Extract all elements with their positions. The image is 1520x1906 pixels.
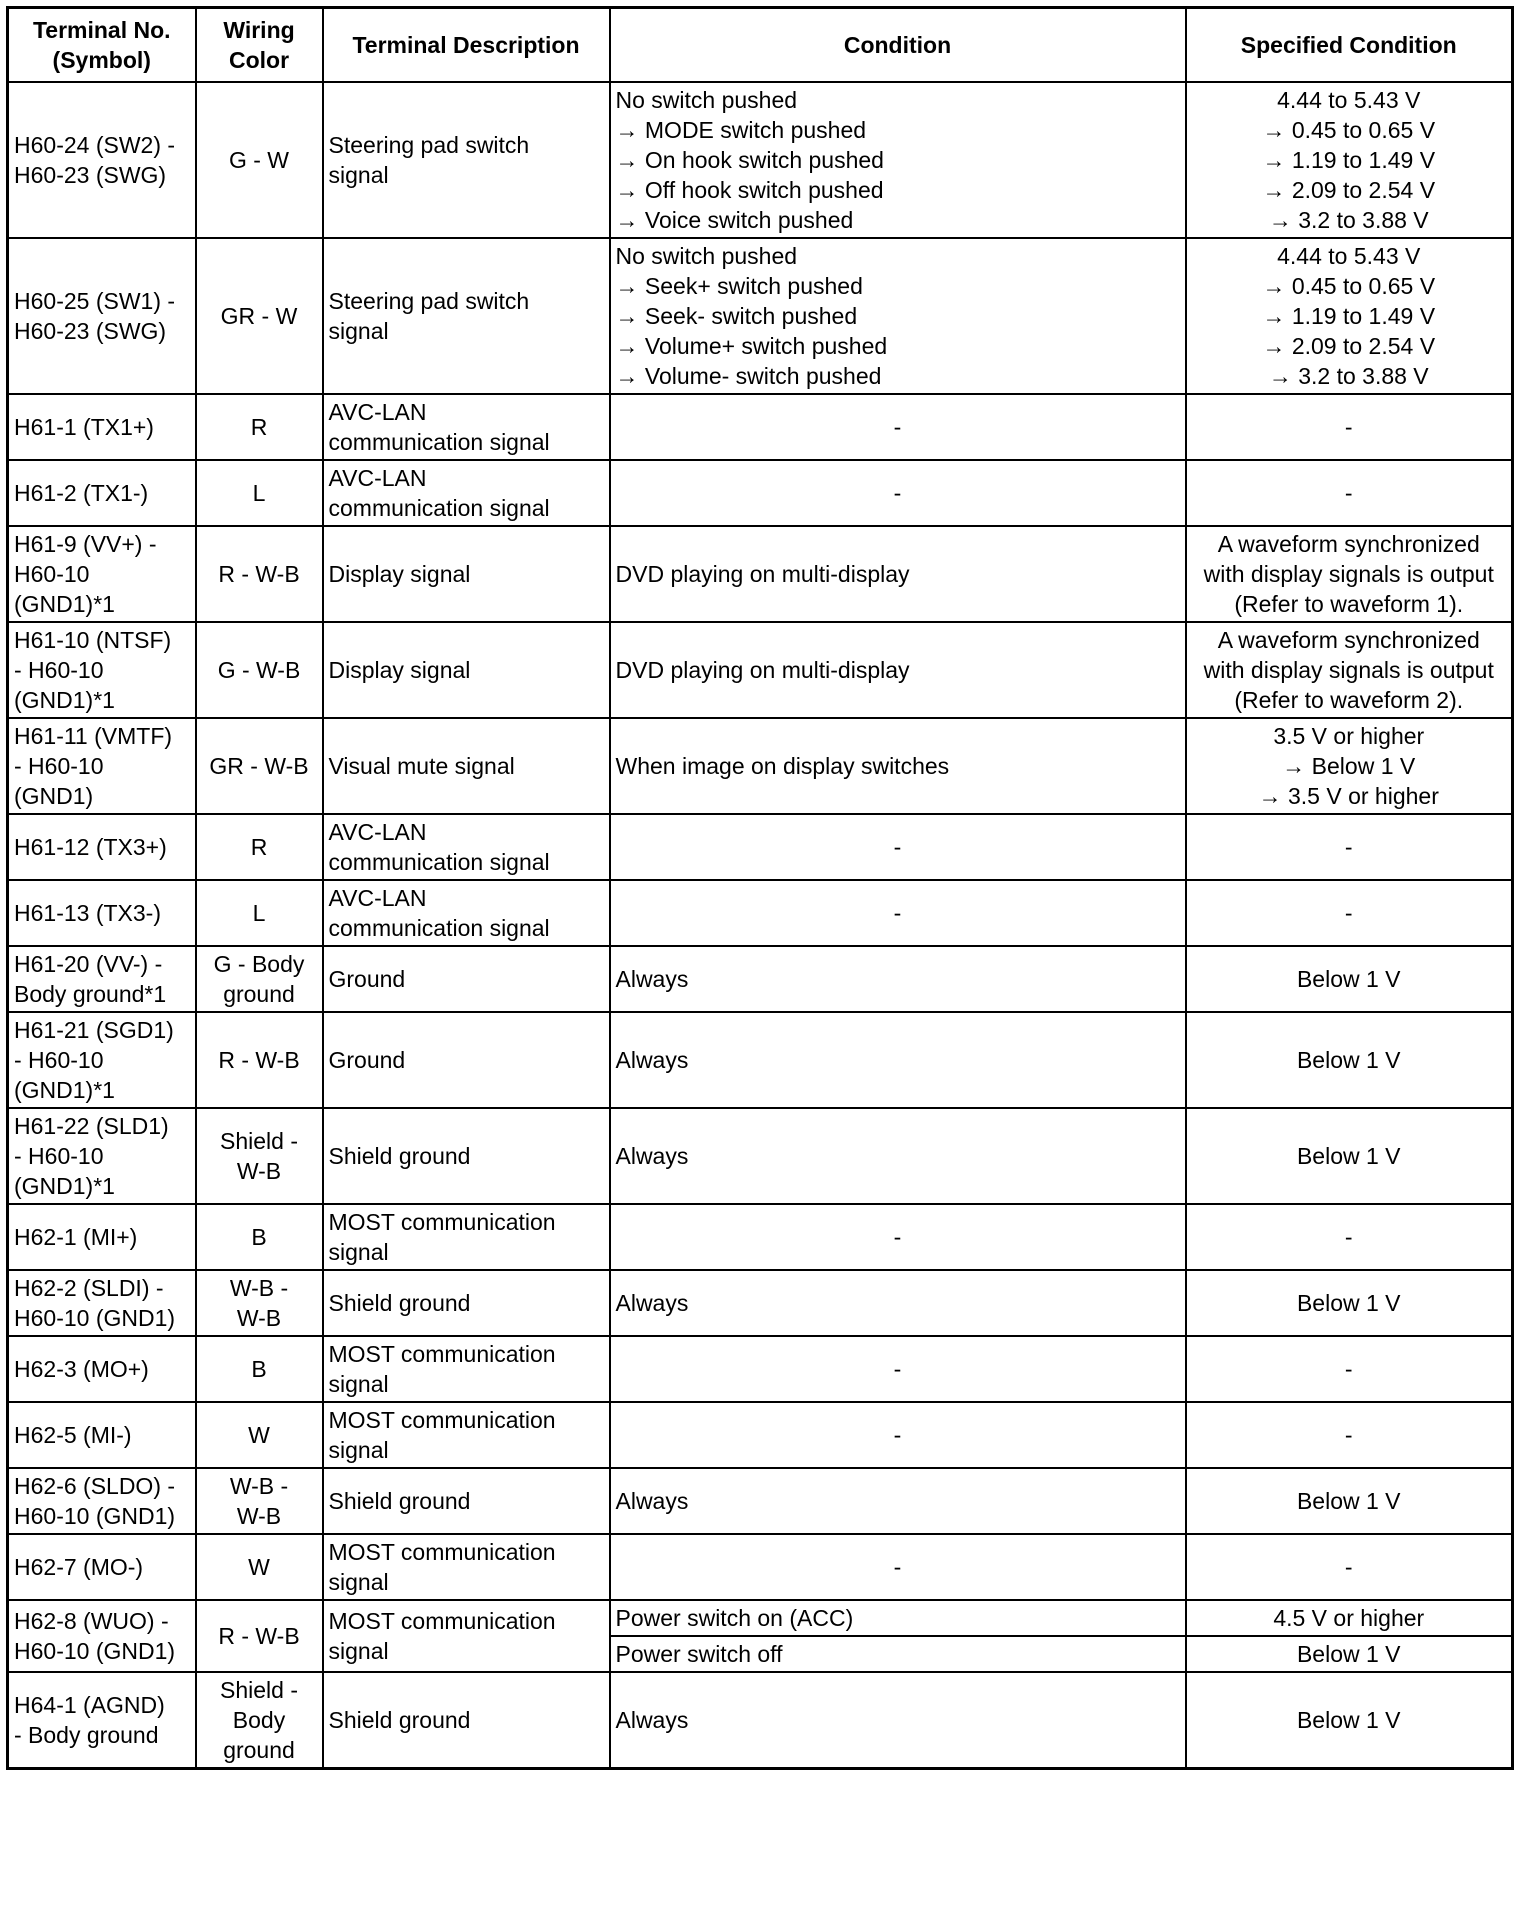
table-row xyxy=(8,1534,1513,1600)
wiring-color-cell: R - W-B xyxy=(196,1012,323,1108)
wiring-color-cell: G - W xyxy=(196,82,323,238)
description-cell: MOST communication signal xyxy=(323,1600,610,1672)
terminal-cell: H61-21 (SGD1) - H60-10 (GND1)*1 xyxy=(8,1012,196,1108)
specified-condition-cell: 3.5 V or higher → Below 1 V → 3.5 V or higher xyxy=(1186,718,1513,814)
condition-cell: - xyxy=(610,814,1186,880)
terminal-cell: H61-12 (TX3+) xyxy=(8,814,196,880)
table-row xyxy=(8,1468,1513,1534)
wiring-color-cell: R - W-B xyxy=(196,526,323,622)
description-cell: Shield ground xyxy=(323,1108,610,1204)
description-cell: Steering pad switch signal xyxy=(323,238,610,394)
specified-condition-cell: - xyxy=(1186,814,1513,880)
terminal-cell: H62-8 (WUO) - H60-10 (GND1) xyxy=(8,1600,196,1672)
description-cell: Shield ground xyxy=(323,1468,610,1534)
table-row xyxy=(8,880,1513,946)
specified-condition-cell: - xyxy=(1186,1534,1513,1600)
terminal-cell: H62-2 (SLDI) - H60-10 (GND1) xyxy=(8,1270,196,1336)
table-body xyxy=(8,82,1513,1769)
specified-condition-cell: 4.44 to 5.43 V → 0.45 to 0.65 V → 1.19 to 1.49 V → 2.09 to 2.54 V → 3.2 to 3.88 V xyxy=(1186,82,1513,238)
condition-cell: Always xyxy=(610,1270,1186,1336)
condition-cell: Always xyxy=(610,1672,1186,1769)
table-row xyxy=(8,1270,1513,1336)
table-row xyxy=(8,526,1513,622)
terminal-cell: H62-6 (SLDO) - H60-10 (GND1) xyxy=(8,1468,196,1534)
wiring-color-cell: L xyxy=(196,880,323,946)
condition-cell: Always xyxy=(610,946,1186,1012)
terminal-cell: H61-10 (NTSF) - H60-10 (GND1)*1 xyxy=(8,622,196,718)
specified-condition-cell: Below 1 V xyxy=(1186,1108,1513,1204)
description-cell: Display signal xyxy=(323,622,610,718)
specified-condition-cell: - xyxy=(1186,1336,1513,1402)
terminal-cell: H61-9 (VV+) - H60-10 (GND1)*1 xyxy=(8,526,196,622)
description-cell: Steering pad switch signal xyxy=(323,82,610,238)
specified-condition-cell: - xyxy=(1186,1204,1513,1270)
description-cell: AVC-LAN communication signal xyxy=(323,880,610,946)
description-cell: Ground xyxy=(323,1012,610,1108)
header-condition: Condition xyxy=(610,8,1186,83)
condition-cell: DVD playing on multi-display xyxy=(610,526,1186,622)
specified-condition-cell: A waveform synchronized with display signals is output (Refer to waveform 1). xyxy=(1186,526,1513,622)
condition-cell: No switch pushed → Seek+ switch pushed → Seek- switch pushed → Volume+ switch pushed → Volume- switch pushed xyxy=(610,238,1186,394)
description-cell: AVC-LAN communication signal xyxy=(323,460,610,526)
header-terminal-description: Terminal Description xyxy=(323,8,610,83)
wiring-color-cell: W xyxy=(196,1534,323,1600)
specified-condition-cell: Below 1 V xyxy=(1186,1012,1513,1108)
terminal-cell: H62-5 (MI-) xyxy=(8,1402,196,1468)
table-row xyxy=(8,1336,1513,1402)
wiring-color-cell: Shield - W-B xyxy=(196,1108,323,1204)
table-row xyxy=(8,394,1513,460)
terminal-spec-table xyxy=(6,6,1514,1770)
condition-cell: Always xyxy=(610,1468,1186,1534)
table-row xyxy=(8,814,1513,880)
condition-cell: Power switch on (ACC) xyxy=(610,1600,1186,1636)
condition-cell: Power switch off xyxy=(610,1636,1186,1672)
wiring-color-cell: R - W-B xyxy=(196,1600,323,1672)
description-cell: AVC-LAN communication signal xyxy=(323,394,610,460)
condition-cell: DVD playing on multi-display xyxy=(610,622,1186,718)
wiring-color-cell: R xyxy=(196,814,323,880)
table-row xyxy=(8,460,1513,526)
wiring-color-cell: GR - W xyxy=(196,238,323,394)
description-cell: Display signal xyxy=(323,526,610,622)
specified-condition-cell: 4.44 to 5.43 V → 0.45 to 0.65 V → 1.19 to 1.49 V → 2.09 to 2.54 V → 3.2 to 3.88 V xyxy=(1186,238,1513,394)
table-container xyxy=(6,6,1514,1770)
condition-cell: - xyxy=(610,394,1186,460)
wiring-color-cell: W xyxy=(196,1402,323,1468)
wiring-color-cell: GR - W-B xyxy=(196,718,323,814)
condition-cell: - xyxy=(610,1336,1186,1402)
table-row xyxy=(8,238,1513,394)
table-row xyxy=(8,1672,1513,1769)
description-cell: MOST communication signal xyxy=(323,1336,610,1402)
condition-cell: Always xyxy=(610,1012,1186,1108)
terminal-cell: H62-1 (MI+) xyxy=(8,1204,196,1270)
condition-cell: - xyxy=(610,1534,1186,1600)
table-row xyxy=(8,718,1513,814)
condition-cell: - xyxy=(610,880,1186,946)
terminal-cell: H61-2 (TX1-) xyxy=(8,460,196,526)
condition-cell: - xyxy=(610,1402,1186,1468)
header-wiring-color: Wiring Color xyxy=(196,8,323,83)
terminal-cell: H60-24 (SW2) - H60-23 (SWG) xyxy=(8,82,196,238)
wiring-color-cell: W-B - W-B xyxy=(196,1468,323,1534)
wiring-color-cell: L xyxy=(196,460,323,526)
condition-cell: - xyxy=(610,1204,1186,1270)
terminal-cell: H64-1 (AGND) - Body ground xyxy=(8,1672,196,1769)
description-cell: MOST communication signal xyxy=(323,1204,610,1270)
specified-condition-cell: A waveform synchronized with display signals is output (Refer to waveform 2). xyxy=(1186,622,1513,718)
description-cell: MOST communication signal xyxy=(323,1402,610,1468)
description-cell: AVC-LAN communication signal xyxy=(323,814,610,880)
terminal-cell: H61-13 (TX3-) xyxy=(8,880,196,946)
table-row xyxy=(8,82,1513,238)
condition-cell: No switch pushed → MODE switch pushed → On hook switch pushed → Off hook switch pushed → Voice switch pushed xyxy=(610,82,1186,238)
terminal-cell: H62-7 (MO-) xyxy=(8,1534,196,1600)
specified-condition-cell: - xyxy=(1186,460,1513,526)
specified-condition-cell: Below 1 V xyxy=(1186,1636,1513,1672)
table-row xyxy=(8,1204,1513,1270)
condition-cell: When image on display switches xyxy=(610,718,1186,814)
specified-condition-cell: Below 1 V xyxy=(1186,946,1513,1012)
wiring-color-cell: R xyxy=(196,394,323,460)
header-row xyxy=(8,8,1513,83)
description-cell: Ground xyxy=(323,946,610,1012)
table-row xyxy=(8,1600,1513,1636)
terminal-cell: H62-3 (MO+) xyxy=(8,1336,196,1402)
specified-condition-cell: Below 1 V xyxy=(1186,1270,1513,1336)
description-cell: MOST communication signal xyxy=(323,1534,610,1600)
specified-condition-cell: Below 1 V xyxy=(1186,1672,1513,1769)
terminal-cell: H61-1 (TX1+) xyxy=(8,394,196,460)
header-specified-condition: Specified Condition xyxy=(1186,8,1513,83)
specified-condition-cell: - xyxy=(1186,1402,1513,1468)
table-row xyxy=(8,622,1513,718)
wiring-color-cell: W-B - W-B xyxy=(196,1270,323,1336)
wiring-color-cell: G - W-B xyxy=(196,622,323,718)
terminal-cell: H61-22 (SLD1) - H60-10 (GND1)*1 xyxy=(8,1108,196,1204)
wiring-color-cell: B xyxy=(196,1336,323,1402)
description-cell: Visual mute signal xyxy=(323,718,610,814)
specified-condition-cell: - xyxy=(1186,394,1513,460)
description-cell: Shield ground xyxy=(323,1672,610,1769)
condition-cell: Always xyxy=(610,1108,1186,1204)
table-row xyxy=(8,1402,1513,1468)
table-row xyxy=(8,946,1513,1012)
terminal-cell: H60-25 (SW1) - H60-23 (SWG) xyxy=(8,238,196,394)
specified-condition-cell: 4.5 V or higher xyxy=(1186,1600,1513,1636)
condition-cell: - xyxy=(610,460,1186,526)
wiring-color-cell: G - Body ground xyxy=(196,946,323,1012)
wiring-color-cell: Shield - Body ground xyxy=(196,1672,323,1769)
header-terminal-no: Terminal No. (Symbol) xyxy=(8,8,196,83)
wiring-color-cell: B xyxy=(196,1204,323,1270)
table-row xyxy=(8,1108,1513,1204)
terminal-cell: H61-11 (VMTF) - H60-10 (GND1) xyxy=(8,718,196,814)
specified-condition-cell: - xyxy=(1186,880,1513,946)
terminal-cell: H61-20 (VV-) - Body ground*1 xyxy=(8,946,196,1012)
specified-condition-cell: Below 1 V xyxy=(1186,1468,1513,1534)
description-cell: Shield ground xyxy=(323,1270,610,1336)
table-row xyxy=(8,1012,1513,1108)
